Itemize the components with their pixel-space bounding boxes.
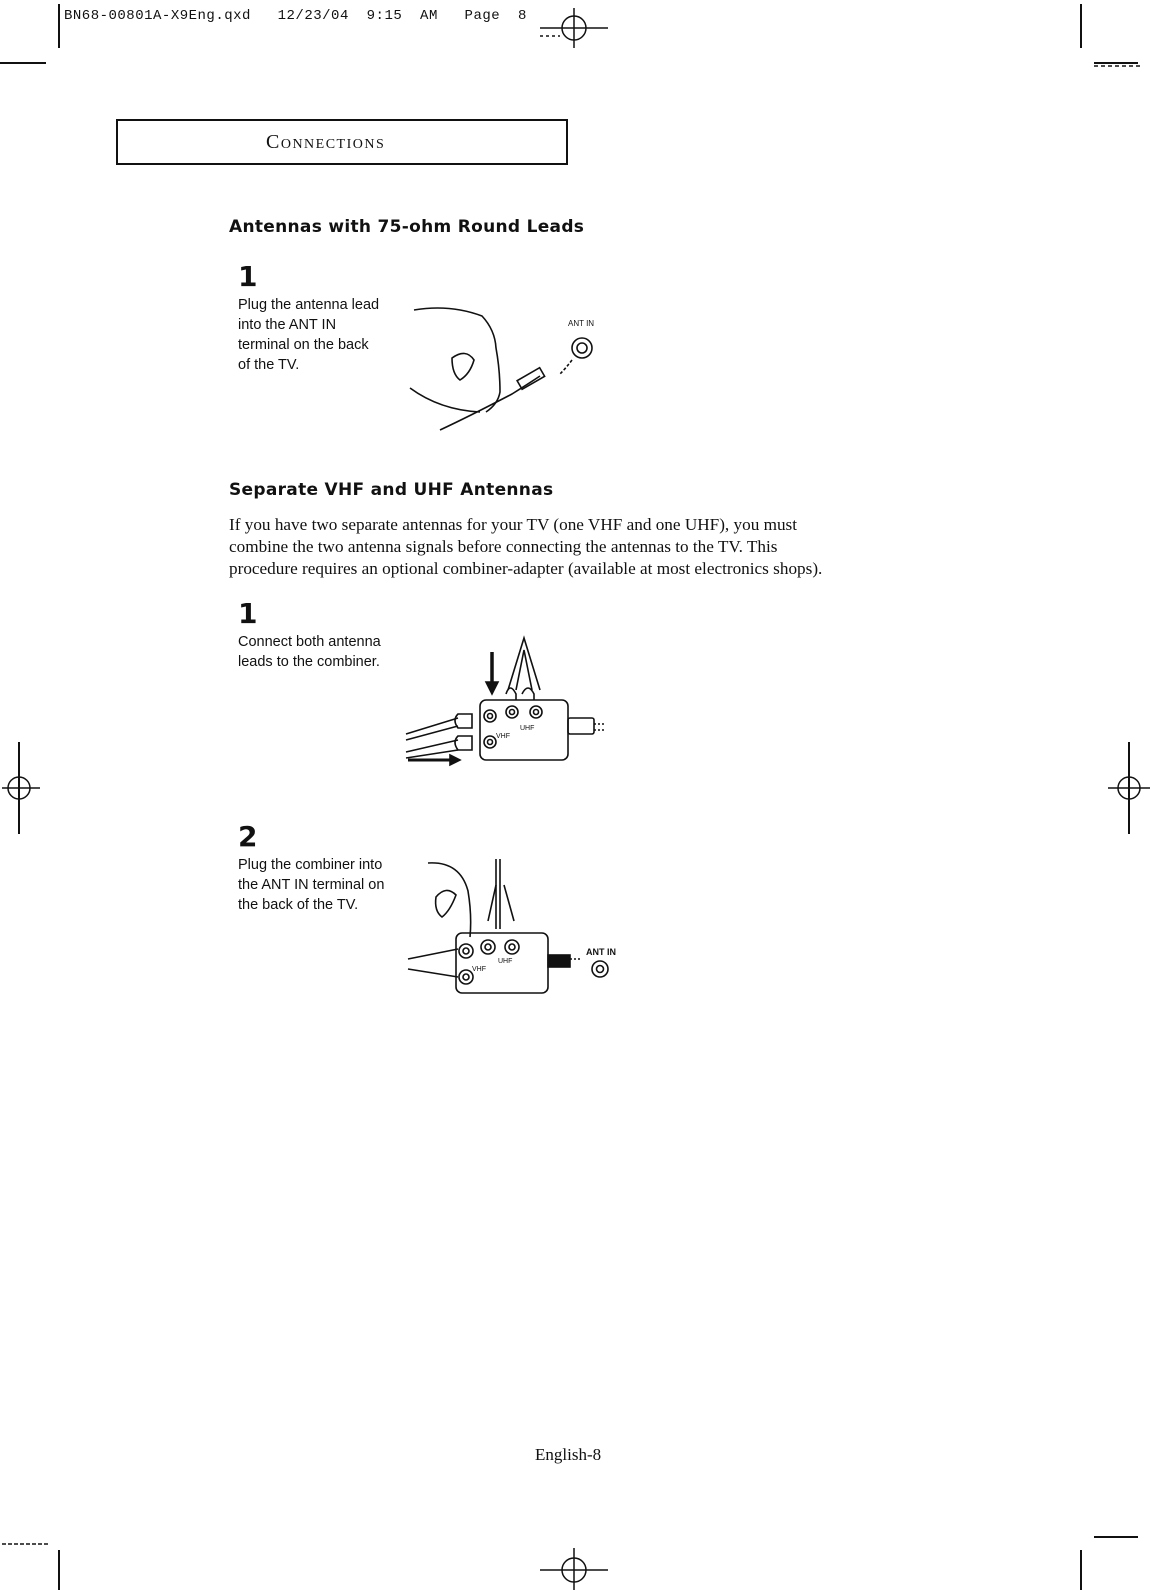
ant-in-terminal-icon: [572, 338, 592, 358]
step-instruction: Plug the combiner into the ANT IN terminal on the back of the TV.: [238, 857, 385, 913]
combiner-connect-illustration: [400, 630, 630, 780]
hand-outline-icon: [414, 308, 500, 412]
hand-outline-icon: [428, 863, 471, 937]
step-instruction: Plug the antenna lead into the ANT IN terminal on the back of the TV.: [238, 297, 380, 373]
uhf-label: UHF: [498, 958, 513, 965]
intro-paragraph: If you have two separate antennas for your TV (one VHF and one UHF), you must combine the two antenna signals before connecting the antennas to the TV. This procedure requires an optional combiner-adapter (available at most electronics shops).: [229, 515, 823, 578]
page-number: English-8: [535, 1445, 602, 1464]
vhf-label: VHF: [472, 966, 486, 973]
section-header: [116, 119, 568, 165]
vhf-label: VHF: [496, 733, 510, 740]
step-number: 1: [238, 597, 258, 630]
heading-vhf-uhf: Separate VHF and UHF Antennas: [229, 480, 554, 500]
step-instruction: Connect both antenna leads to the combiner.: [238, 634, 381, 670]
combiner-to-tv-illustration: [400, 855, 635, 1005]
print-slug: BN68-00801A-X9Eng.qxd 12/23/04 9:15 AM Page 8: [64, 8, 527, 24]
ant-in-label: ANT IN: [586, 947, 616, 957]
step-number: 1: [238, 260, 258, 293]
antenna-plug-illustration: [400, 300, 630, 440]
heading-75-ohm-leads: Antennas with 75-ohm Round Leads: [229, 217, 585, 237]
uhf-label: UHF: [520, 725, 535, 732]
ant-in-terminal-icon: [592, 961, 608, 977]
ant-in-label: ANT IN: [568, 319, 595, 328]
step-number: 2: [238, 820, 258, 853]
section-title: Connections: [266, 131, 386, 153]
